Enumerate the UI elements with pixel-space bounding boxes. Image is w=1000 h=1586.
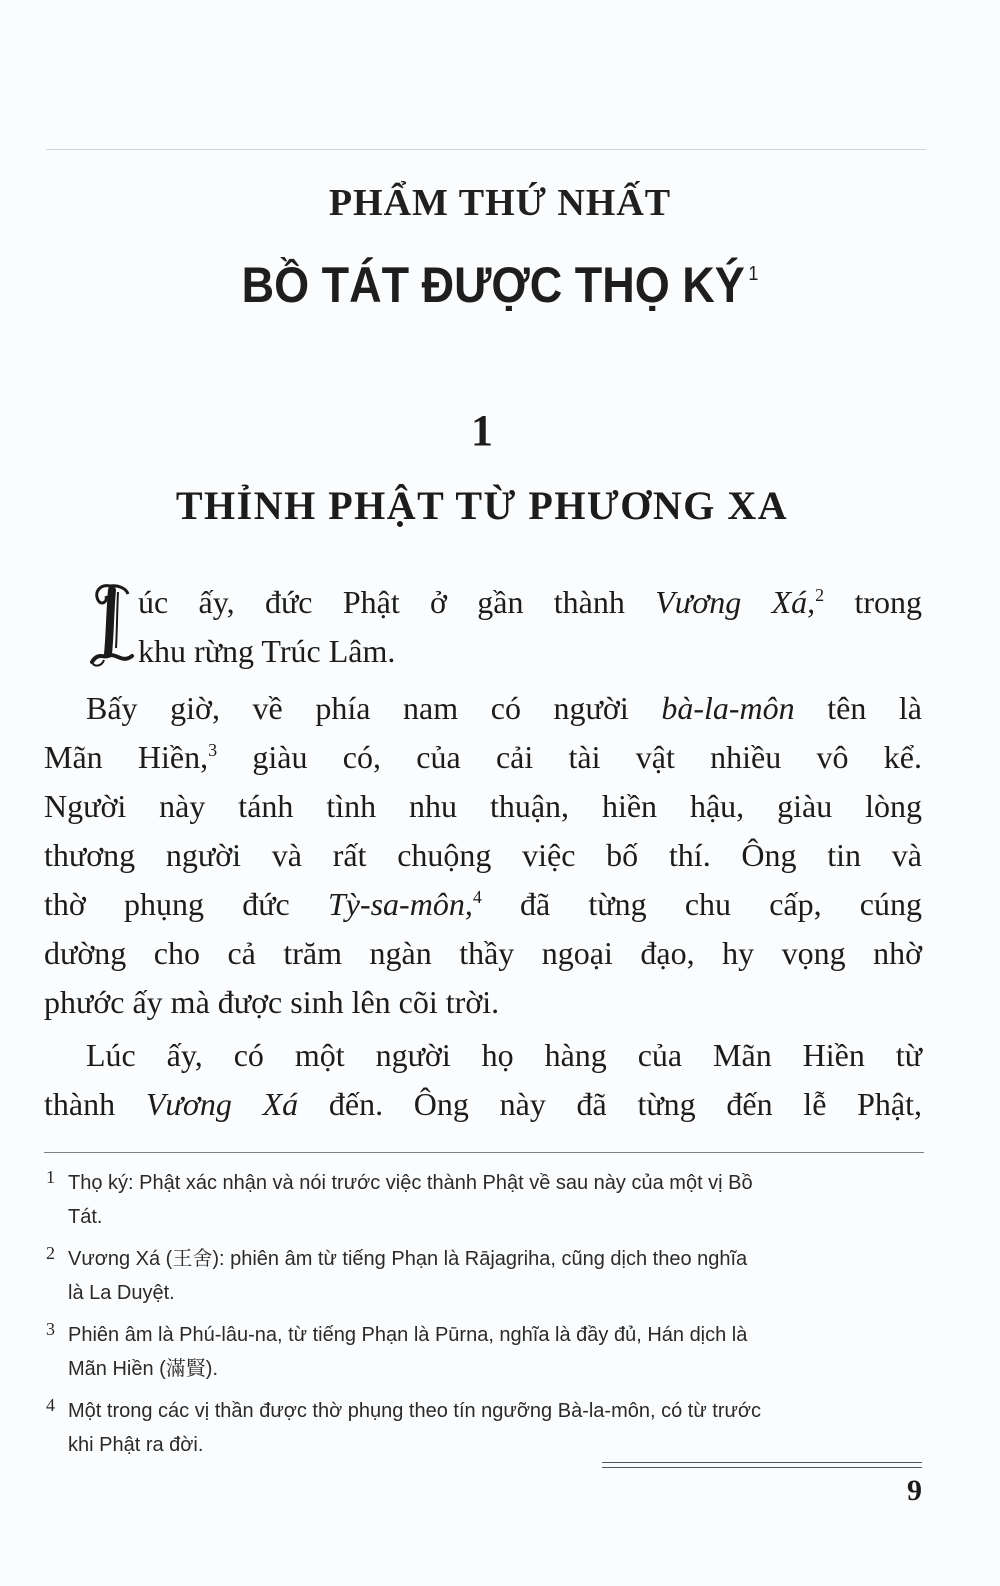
footnote: 3 Phiên âm là Phú-lâu-na, từ tiếng Phạn là Pūrna, nghĩa là đầy đủ, Hán dịch là Mãn Hiền (滿賢). bbox=[44, 1318, 924, 1386]
footnote-ref: 4 bbox=[472, 887, 482, 907]
footnote-ref: 2 bbox=[815, 585, 825, 605]
page-number: 9 bbox=[907, 1474, 922, 1507]
footnote: 4 Một trong các vị thần được thờ phụng theo tín ngưỡng Bà-la-môn, có từ trước khi Phật ra đời. bbox=[44, 1394, 924, 1462]
footnote-number: 4 bbox=[46, 1395, 55, 1415]
footnote-number: 3 bbox=[46, 1319, 55, 1339]
paragraph-1 bbox=[138, 578, 922, 676]
footnote: 2 Vương Xá (王舍): phiên âm từ tiếng Phạn là Rājagriha, cũng dịch theo nghĩa là La Duyệt. bbox=[44, 1242, 924, 1310]
text-line: thương người và rất chuộng việc bố thí. Ông tin và bbox=[44, 837, 922, 873]
text-line: Người này tánh tình nhu thuận, hiền hậu, giàu lòng bbox=[44, 788, 922, 824]
text-line: khu rừng Trúc Lâm. bbox=[138, 633, 396, 669]
footnote-ref: 1 bbox=[748, 263, 759, 285]
text-line: Bấy giờ, về phía nam có người bà-la-môn tên là bbox=[86, 690, 923, 726]
footnote-ref: 3 bbox=[208, 740, 218, 760]
drop-cap-ornament bbox=[88, 582, 134, 668]
chapter-title-text: BỒ TÁT ĐƯỢC THỌ KÝ bbox=[241, 257, 745, 313]
section-number: 1 bbox=[471, 406, 493, 455]
footnotes bbox=[44, 1166, 924, 1470]
footnote-number: 2 bbox=[46, 1243, 55, 1263]
text-line: dường cho cả trăm ngàn thầy ngoại đạo, hy vọng nhờ bbox=[44, 935, 922, 971]
text-line: thờ phụng đức Tỳ-sa-môn,$^4$ đã từng chu cấp, cúng bbox=[44, 886, 923, 922]
text-line: thành Vương Xá đến. Ông này đã từng đến lễ Phật, bbox=[44, 1086, 923, 1122]
footnote: 1 Thọ ký: Phật xác nhận và nói trước việc thành Phật về sau này của một vị Bồ Tát. bbox=[44, 1166, 924, 1234]
chapter-title bbox=[50, 256, 950, 314]
text-line: Lúc ấy, có một người họ hàng của Mãn Hiền từ bbox=[86, 1037, 922, 1073]
text-line: úc ấy, đức Phật ở gần thành Vương Xá,$^2$ trong bbox=[138, 584, 923, 620]
page-number-rule bbox=[602, 1462, 922, 1468]
paragraph-2 bbox=[44, 684, 922, 1027]
footnote-rule bbox=[44, 1152, 924, 1153]
text-line: phước ấy mà được sinh lên cõi trời. bbox=[44, 984, 500, 1020]
header-rule bbox=[46, 149, 926, 150]
section-title: THỈNH PHẬT TỪ PHƯƠNG XA bbox=[175, 483, 789, 528]
footnote-number: 1 bbox=[46, 1167, 55, 1187]
paragraph-3 bbox=[44, 1031, 922, 1129]
chapter-label: PHẨM THỨ NHẤT bbox=[328, 182, 672, 224]
text-line: Mãn Hiền,$^3$ giàu có, của cải tài vật nhiều vô kể. bbox=[44, 739, 923, 775]
